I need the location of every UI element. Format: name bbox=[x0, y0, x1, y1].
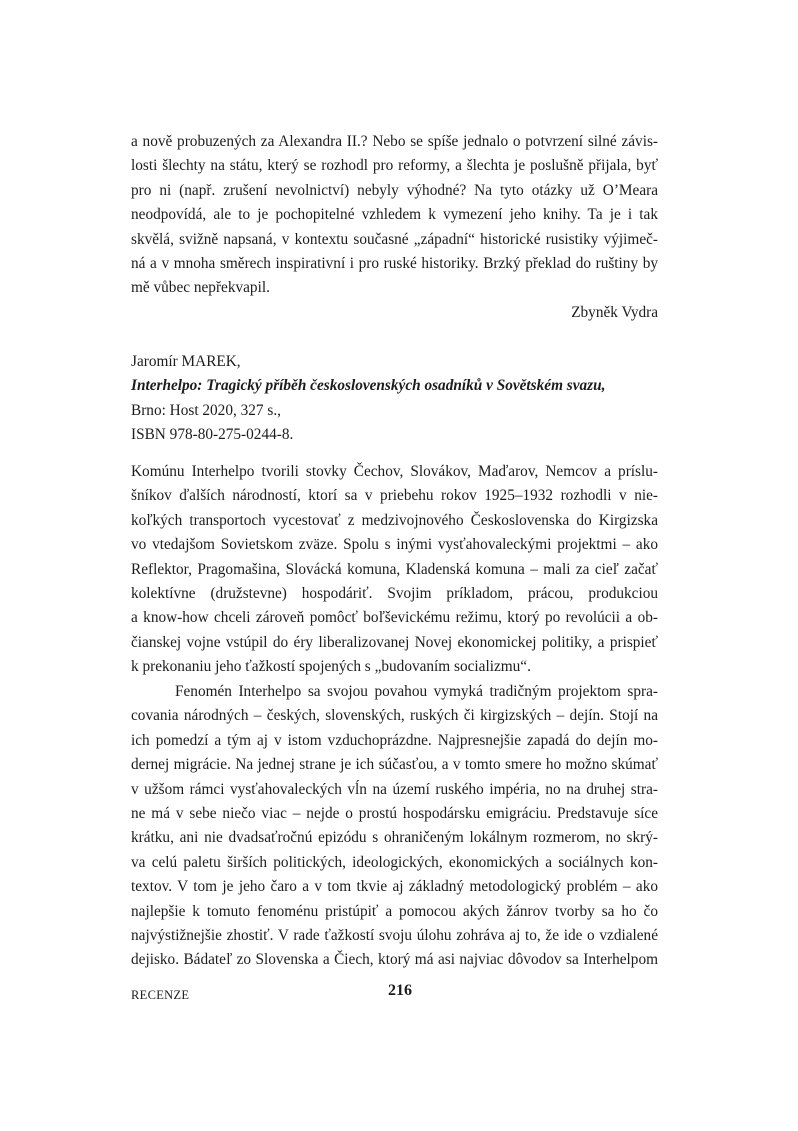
text-line: textov. V tom je jeho čaro a v tom tkvie aj základný metodologický problém – ako bbox=[131, 878, 658, 896]
text-line: skvělá, svižně napsaná, v kontextu současné „západní“ historické rusistiky výjimeč- bbox=[131, 230, 658, 248]
text-line: čianskej vojne vstúpil do éry liberalizovanej Novej ekonomickej politiky, a prispieť bbox=[131, 633, 658, 651]
text-line: mě vůbec nepřekvapil. bbox=[131, 279, 270, 297]
running-footer-section: RECENZE bbox=[131, 988, 190, 1002]
text-line: krátku, ani nie dvadsaťročnú epizódu s ohraničeným lokálnym rozmerom, no skrý- bbox=[131, 829, 658, 847]
book-isbn: ISBN 978-80-275-0244-8. bbox=[131, 426, 294, 444]
text-line: a nově probuzených za Alexandra II.? Nebo se spíše jednalo o potvrzení silné závis- bbox=[131, 133, 658, 150]
text-line: šníkov ďalších národností, ktorí sa v priebehu rokov 1925–1932 rozhodli v nie- bbox=[131, 487, 658, 505]
text-line: ne má v sebe niečo viac – nejde o prostú hospodársku emigráciu. Predstavuje síce bbox=[131, 805, 658, 823]
review-paragraph-2 bbox=[131, 680, 658, 973]
book-publisher: Brno: Host 2020, 327 s., bbox=[131, 401, 282, 419]
book-citation bbox=[131, 350, 658, 448]
text-line: losti šlechty na státu, který se rozhodl pro reformy, a šlechta je poslušně přijala, byť bbox=[131, 157, 658, 175]
previous-review-text bbox=[131, 130, 658, 325]
text-line: Reflektor, Pragomašina, Slovácká komuna, Kladenská komuna – mali za cieľ začať bbox=[131, 560, 658, 578]
text-line: ná a v mnoha směrech inspirativní i pro ruské historiky. Brzký překlad do ruštiny by bbox=[131, 255, 658, 273]
text-line: covania národných – českých, slovenských, ruských či kirgizských – dejín. Stojí na bbox=[131, 707, 658, 725]
text-line: koľkých transportoch vycestovať z medzivojnového Československa do Kirgizska bbox=[131, 511, 658, 529]
text-line: k prekonaniu jeho ťažkostí spojených s „budovaním socializmu“. bbox=[131, 658, 531, 676]
text-line: ich pomedzí a tým aj v istom vzduchoprázdne. Najpresnejšie zapadá do dejín mo- bbox=[131, 731, 658, 749]
reviewer-signature: Zbyněk Vydra bbox=[571, 303, 658, 321]
book-author: Jaromír MAREK, bbox=[131, 353, 241, 370]
text-line: neodpovídá, ale to je pochopitelné vzhledem k vymezení jeho knihy. Ta je i tak bbox=[131, 206, 658, 224]
text-line: Komúnu Interhelpo tvorili stovky Čechov, Slovákov, Maďarov, Nemcov a príslu- bbox=[131, 463, 658, 480]
text-line: Fenomén Interhelpo sa svojou povahou vymyká tradičným projektom spra- bbox=[175, 683, 658, 700]
text-line: dernej migrácie. Na jednej strane je ich súčasťou, a v tomto smere ho možno skúmať bbox=[131, 756, 658, 774]
text-line: vo vtedajšom Sovietskom zväze. Spolu s inými vysťahovaleckými projektmi – ako bbox=[131, 536, 658, 554]
text-line: najlepšie k tomuto fenoménu pristúpiť a pomocou akých žánrov tvorby sa ho čo bbox=[131, 902, 658, 920]
book-title: Interhelpo: Tragický příběh československých osadníků v Sovětském svazu, bbox=[131, 377, 606, 395]
text-line: a know-how chceli zároveň pomôcť boľševickému režimu, ktorý po revolúcii a ob- bbox=[131, 609, 658, 627]
text-line: va celú paletu širších politických, ideologických, ekonomických a sociálnych kon- bbox=[131, 853, 658, 871]
text-line: kolektívne (družstevne) hospodáriť. Svojim príkladom, prácou, produkciou bbox=[131, 585, 658, 603]
text-line: najvýstižnejšie zhostiť. V rade ťažkostí svoju úlohu zohráva aj to, že ide o vzdialené bbox=[131, 927, 658, 945]
text-line: dejisko. Bádateľ zo Slovenska a Čiech, ktorý má asi najviac dôvodov sa Interhelpom bbox=[131, 951, 658, 969]
review-paragraph-1 bbox=[131, 460, 658, 680]
page-number: 216 bbox=[388, 982, 412, 999]
text-line: v užšom rámci vysťahovaleckých vĺn na území ruského impéria, no na druhej stra- bbox=[131, 780, 658, 798]
text-line: pro ni (např. zrušení nevolnictví) nebyly výhodné? Na tyto otázky už O’Meara bbox=[131, 181, 658, 199]
